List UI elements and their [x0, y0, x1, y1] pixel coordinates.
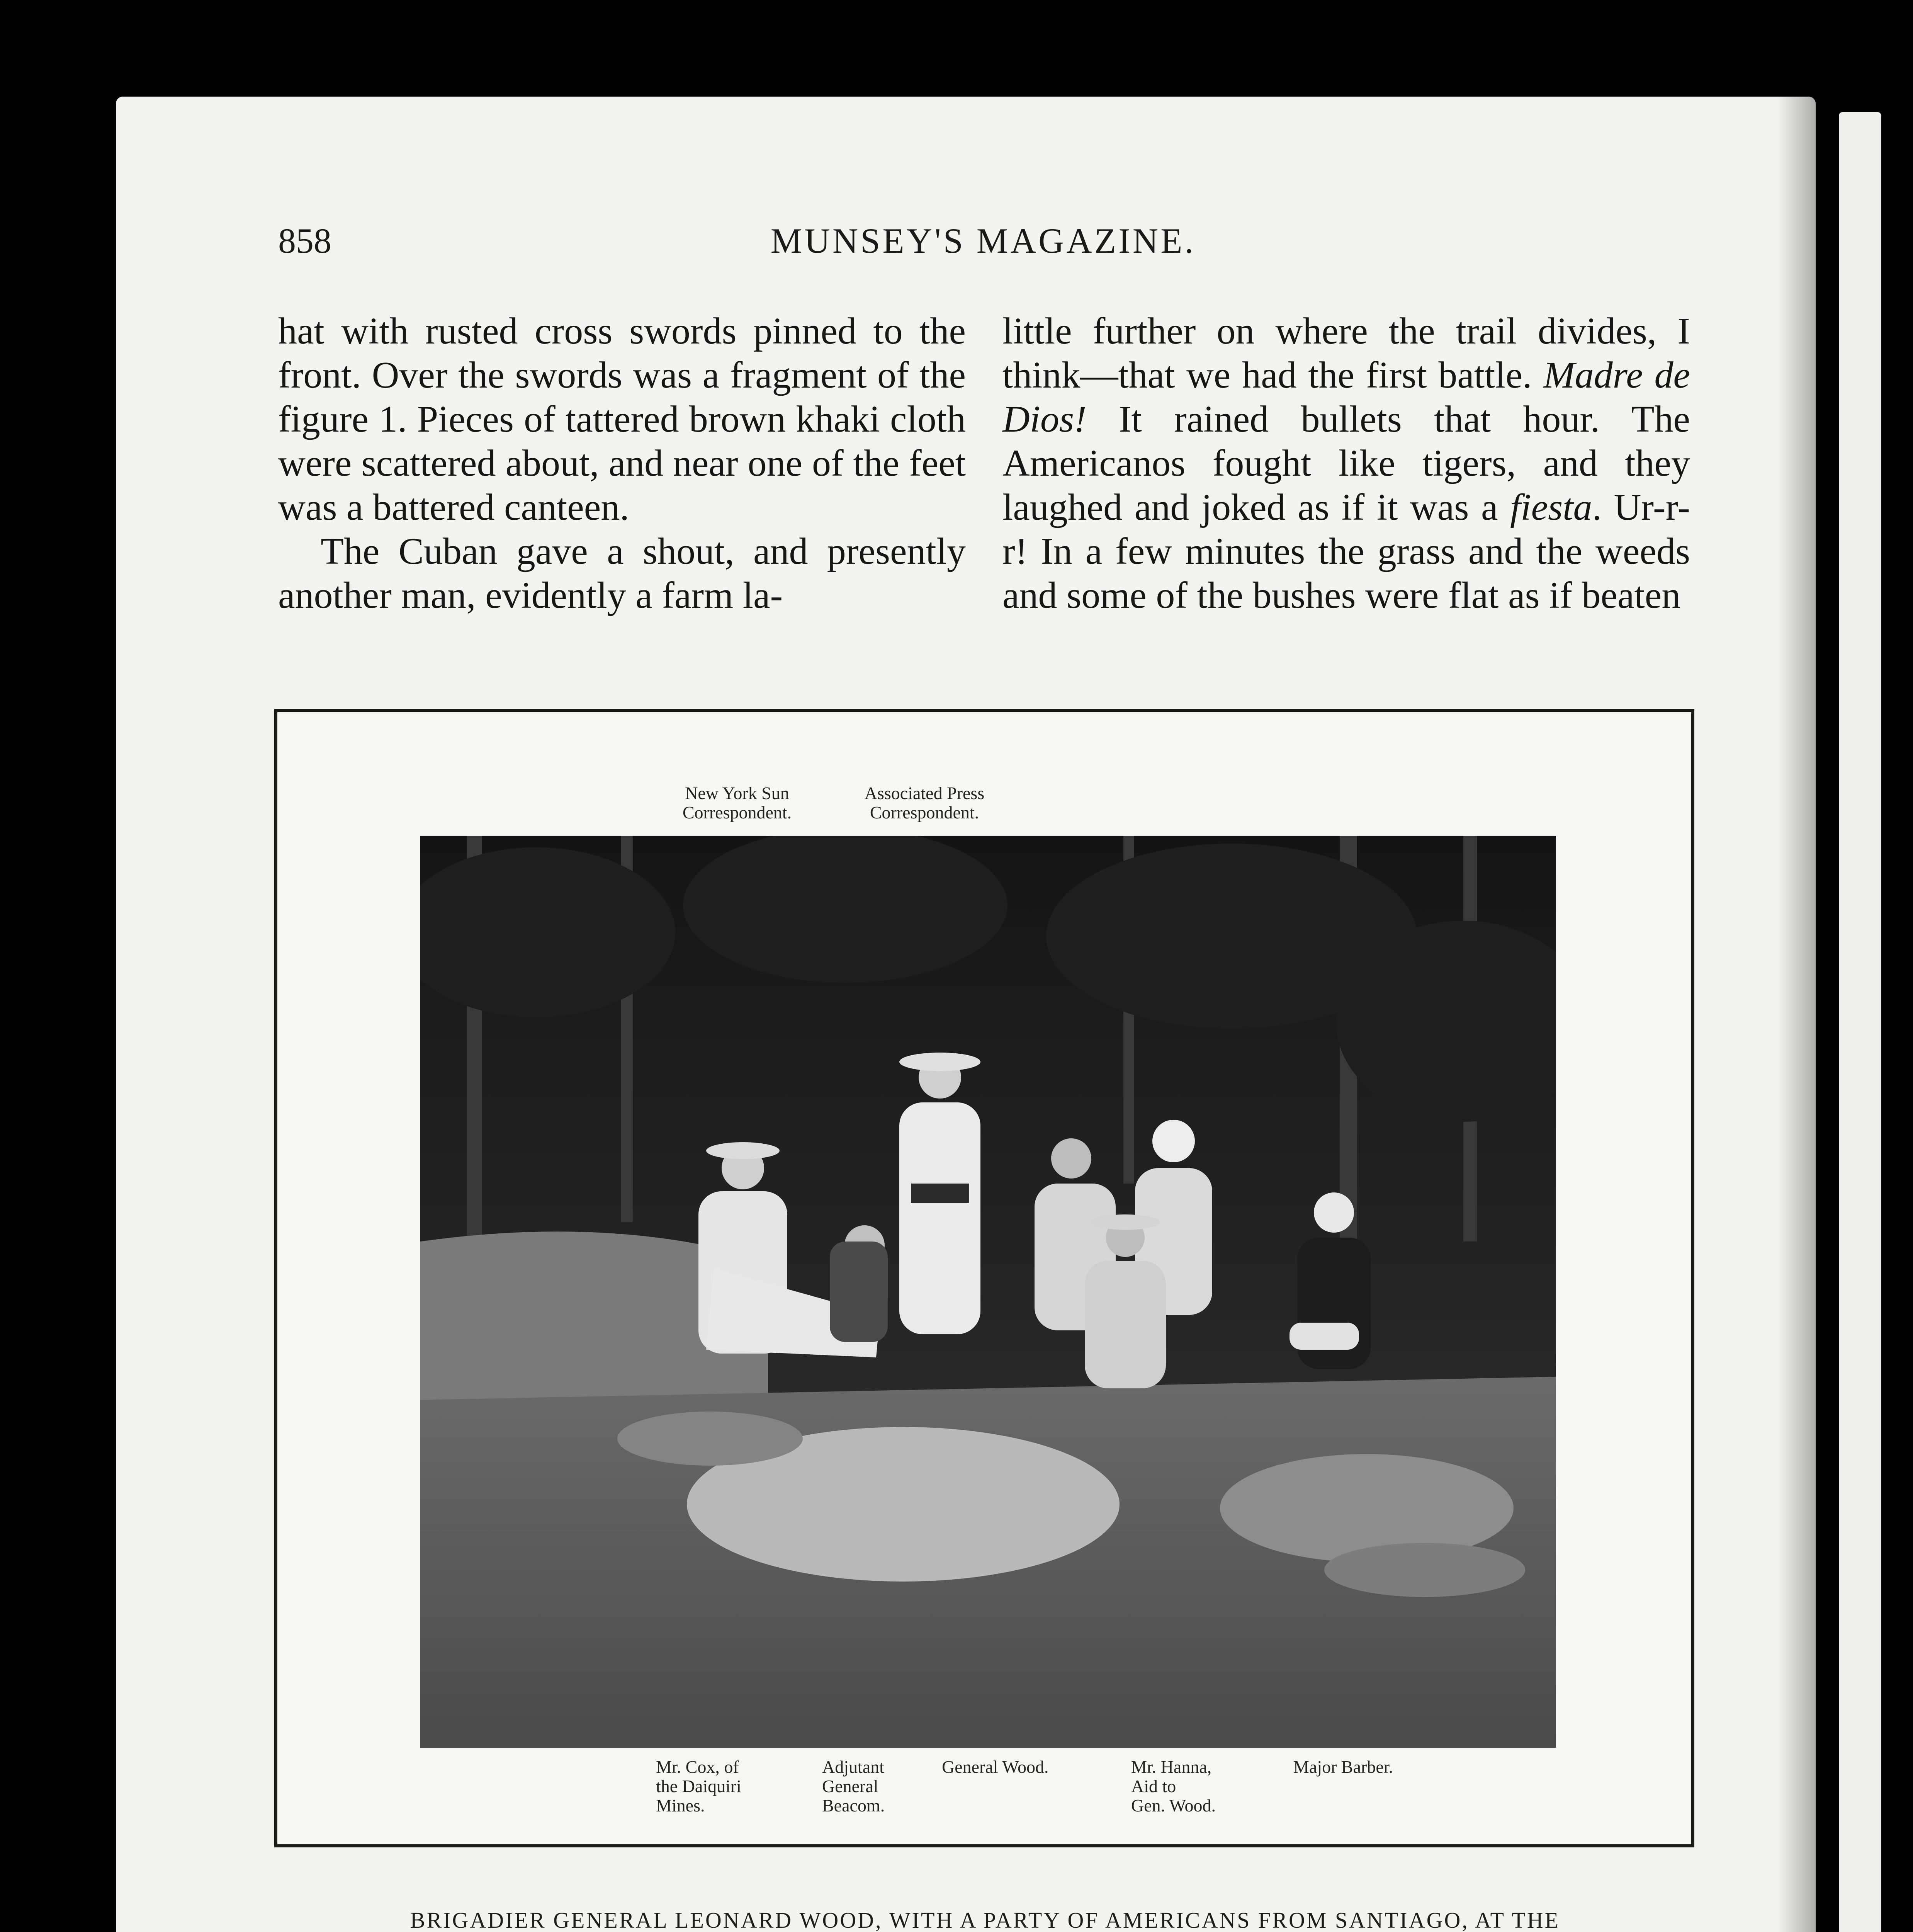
photo-label-mr-hanna: Mr. Hanna, Aid to Gen. Wood. [1131, 1757, 1216, 1815]
paragraph: little further on where the trail divides, I think—that we had the first battle. Madre de Dios! It rained bullets that hour. The Americanos fought like tigers, and they laughed and joked as if it was a fiesta. Ur-r-r! In a few minutes the grass and the weeds and some of the bushes were flat as if beaten [1002, 310, 1690, 616]
photo-label-major-barber: Major Barber. [1293, 1757, 1393, 1777]
running-head [278, 220, 1688, 267]
gutter-shadow [1777, 97, 1823, 1932]
photo-label-mr-cox: Mr. Cox, of the Daiquiri Mines. [656, 1757, 741, 1815]
magazine-title: MUNSEY'S MAGAZINE. [770, 221, 1196, 260]
photo-label-adjutant-beacom: Adjutant General Beacom. [822, 1757, 885, 1815]
photo-label-ny-sun: New York Sun Correspondent. [682, 783, 792, 822]
figure-caption [270, 1905, 1700, 1932]
paragraph: hat with rusted cross swords pinned to the front. Over the swords was a fragment of the figure 1. Pieces of tattered brown khaki cloth were scattered about, and near one of the feet was a battered canteen. [278, 310, 966, 528]
next-page-edge [1839, 112, 1881, 1932]
column-top-left [278, 309, 966, 617]
photo-label-general-wood: General Wood. [942, 1757, 1049, 1777]
caption-line-1: BRIGADIER GENERAL LEONARD WOOD, WITH A PARTY OF AMERICANS FROM SANTIAGO, AT THE [410, 1908, 1560, 1932]
column-top-right [1002, 309, 1690, 617]
photo-figure [274, 709, 1694, 1847]
page-number: 858 [278, 221, 331, 260]
paragraph: The Cuban gave a shout, and presently another man, evidently a farm la- [278, 531, 966, 616]
group-photograph [420, 836, 1556, 1748]
italic-phrase: fiesta [1510, 486, 1592, 528]
photo-label-associated-press: Associated Press Correspondent. [864, 783, 985, 822]
italic-phrase: Madre de Dios! [1002, 354, 1690, 440]
